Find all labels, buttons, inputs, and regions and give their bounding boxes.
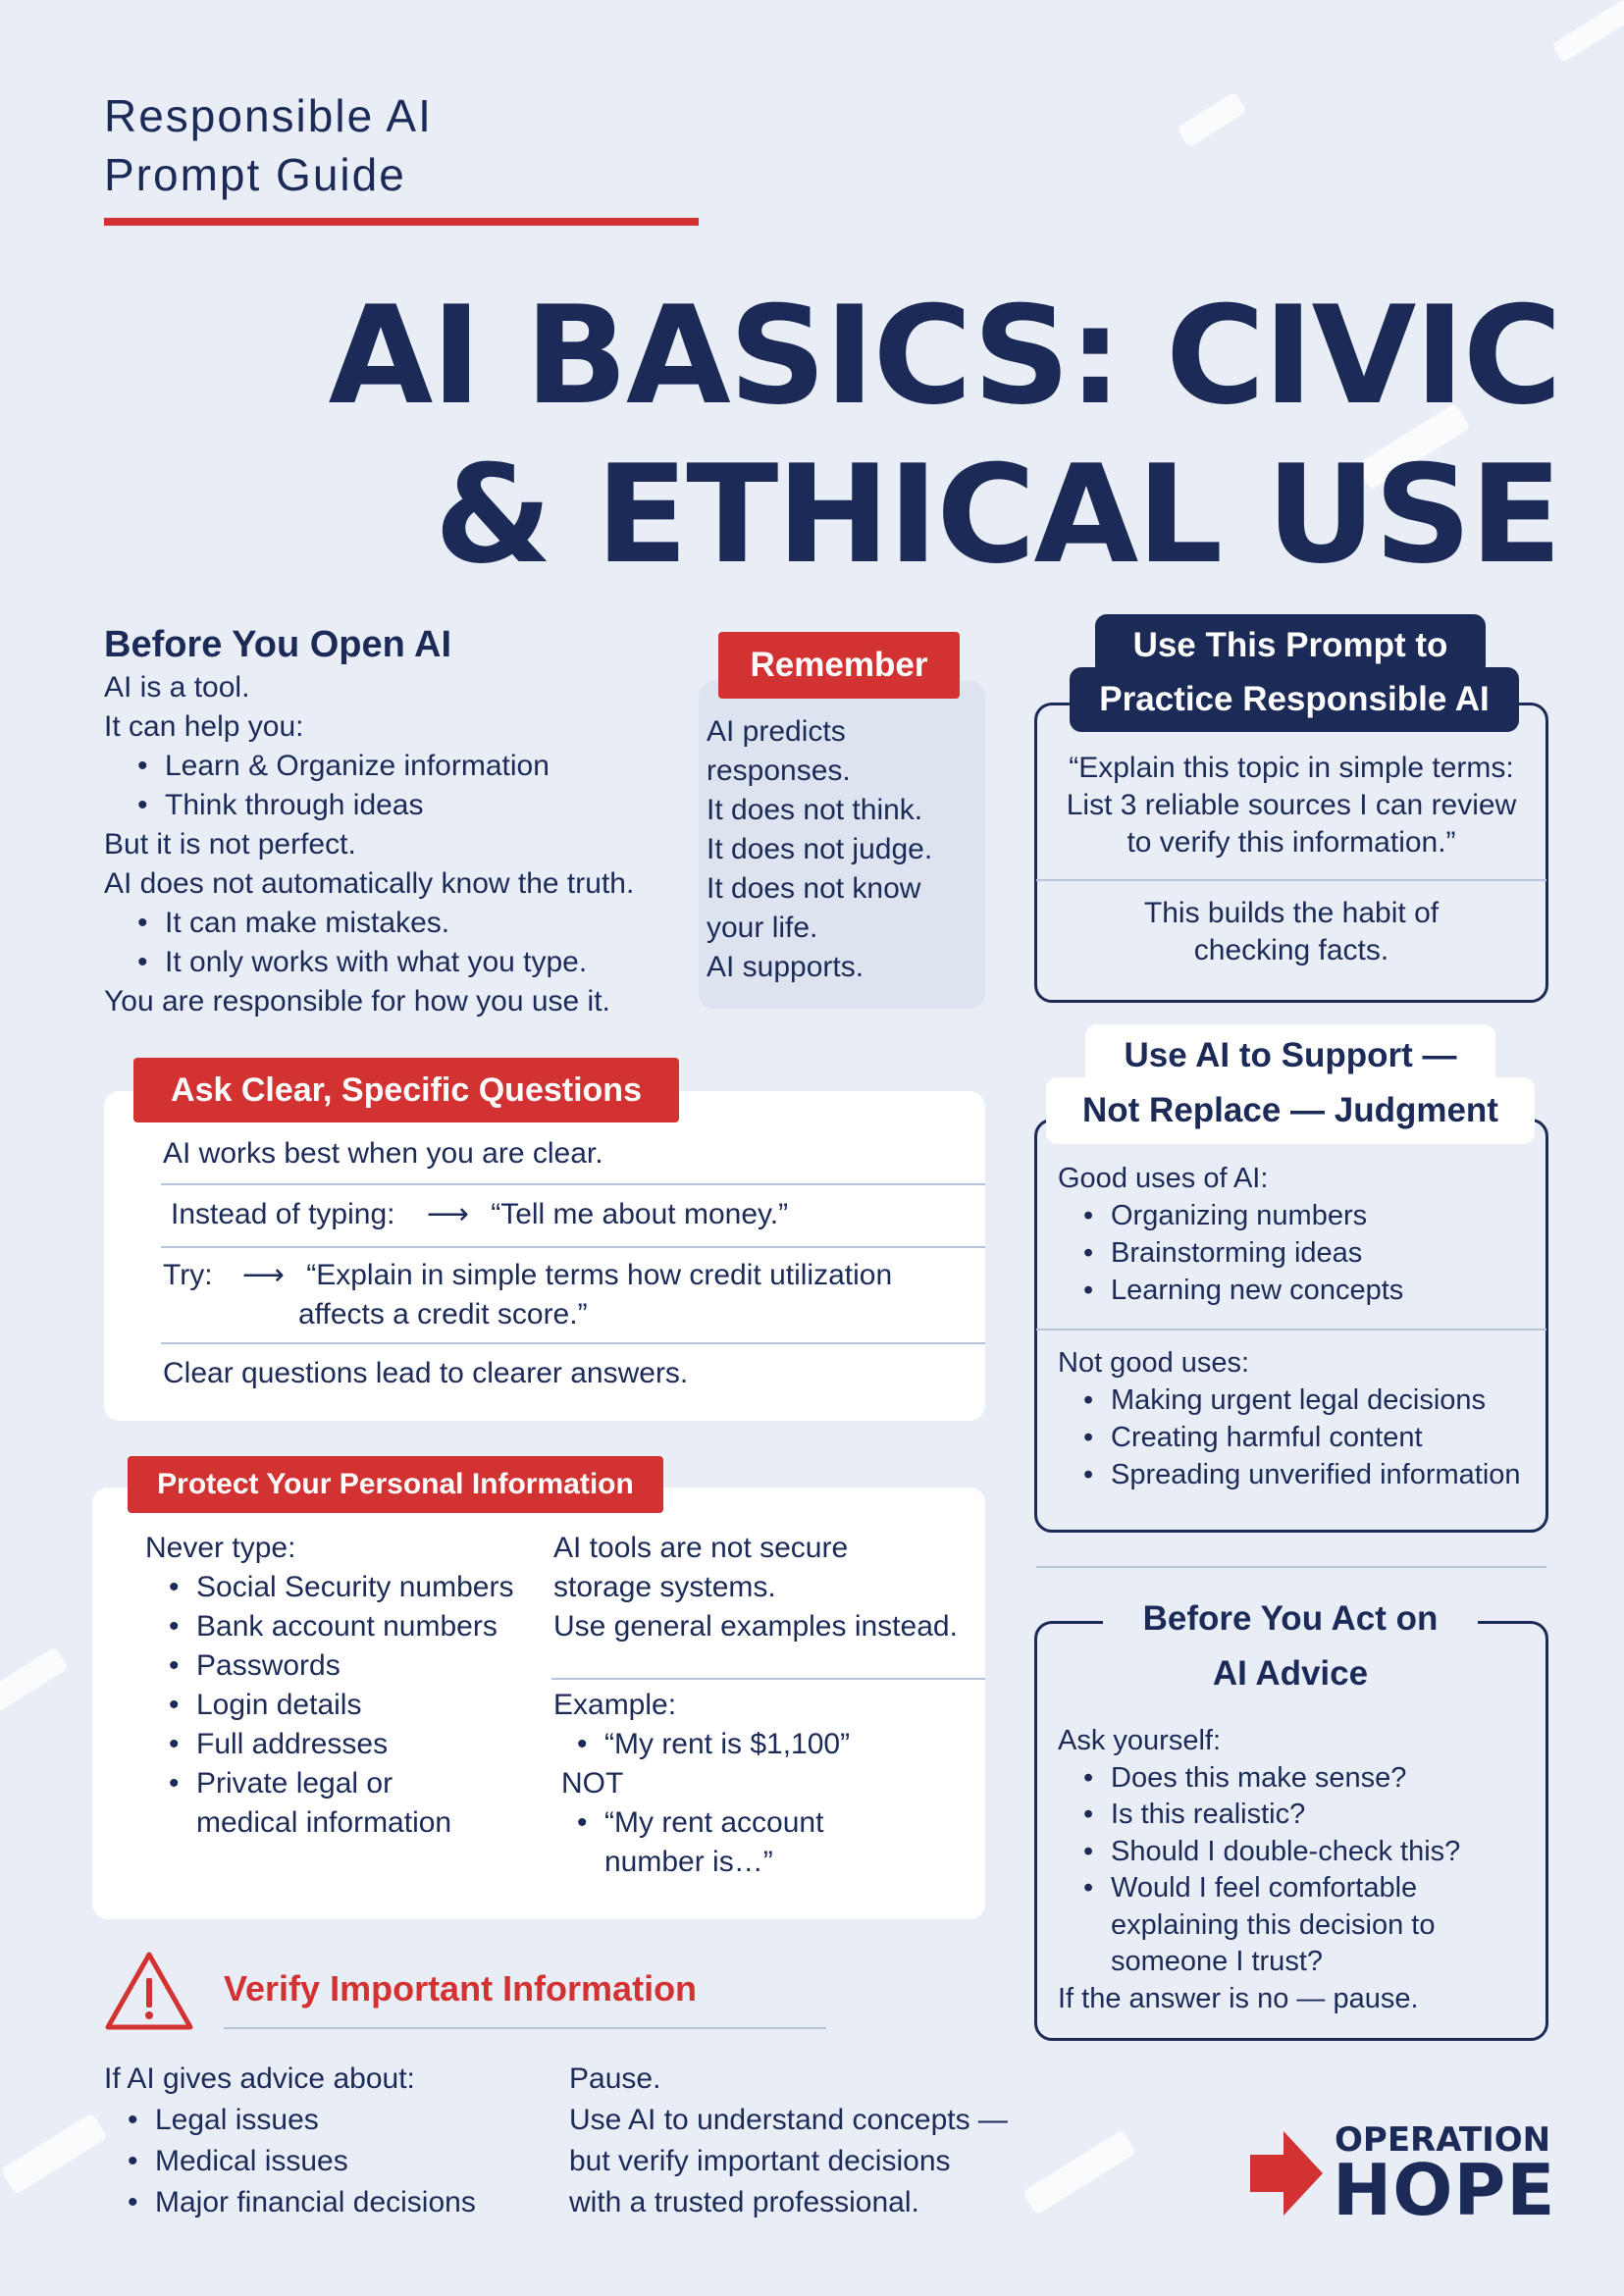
page-title-line1: AI BASICS: CIVIC	[328, 277, 1560, 435]
not-good-uses	[1058, 1344, 1548, 1493]
habit-line: This builds the habit of	[1143, 897, 1440, 929]
verify-right	[569, 2059, 1060, 2223]
before-line: It can help you:	[104, 710, 304, 743]
verify-intro: If AI gives advice about:	[104, 2062, 415, 2095]
try-example-line1: “Explain in simple terms how credit utilization	[306, 1259, 893, 1291]
list-item: • Bank account numbers	[157, 1607, 538, 1646]
remember-label: Remember	[718, 632, 960, 699]
never-type-column	[145, 1529, 538, 1843]
logo-word-operation: OPERATION	[1335, 2120, 1551, 2160]
list-item: • Social Security numbers	[157, 1568, 538, 1607]
guide-title	[104, 86, 433, 204]
ask-clear-closing: Clear questions lead to clearer answers.	[163, 1357, 689, 1389]
support-tab-bottom	[1046, 1077, 1535, 1144]
verify-right-line: but verify important decisions	[569, 2145, 951, 2177]
list-item: • It only works with what you type.	[126, 943, 703, 982]
quote-line: to verify this information.”	[1126, 826, 1456, 859]
decor-streak	[0, 1646, 69, 1715]
list-item: • “My rent account number is…”	[565, 1803, 850, 1882]
list-item: • Major financial decisions	[116, 2182, 555, 2223]
divider	[161, 1183, 985, 1185]
list-item: • Organizing numbers	[1072, 1197, 1539, 1234]
verify-right-line: Pause.	[569, 2062, 661, 2095]
arrow-right-icon: ⟶	[241, 1259, 285, 1291]
list-item: • Should I double-check this?	[1072, 1834, 1539, 1871]
list-item: • It can make mistakes.	[126, 904, 703, 943]
list-item: • Learn & Organize information	[126, 747, 703, 786]
before-line: AI is a tool.	[104, 671, 250, 704]
help-list	[104, 747, 703, 825]
example-block	[553, 1686, 966, 1882]
good-uses-label: Good uses of AI:	[1058, 1163, 1269, 1194]
divider	[1036, 1329, 1546, 1331]
before-you-open-body	[104, 668, 703, 1021]
never-type-label: Never type:	[145, 1532, 296, 1564]
list-item: • Think through ideas	[126, 786, 703, 825]
list-item: • Medical issues	[116, 2141, 555, 2182]
list-item: • Login details	[157, 1686, 538, 1725]
before-line: But it is not perfect.	[104, 828, 356, 861]
remember-line: your life.	[707, 912, 818, 944]
example-good-list	[553, 1725, 966, 1764]
divider	[1036, 1566, 1546, 1568]
decor-streak	[1551, 0, 1624, 63]
verify-underline	[224, 2027, 826, 2029]
list-item: • Private legal or medical information	[157, 1764, 491, 1843]
list-item: • Learning new concepts	[1072, 1272, 1539, 1309]
limits-list	[104, 904, 703, 982]
decor-streak	[1177, 91, 1247, 147]
act-body	[1058, 1723, 1539, 2017]
instead-label: Instead of typing:	[171, 1198, 395, 1230]
before-you-open-section	[104, 624, 703, 1021]
list-item: • Full addresses	[157, 1725, 538, 1764]
protect-label: Protect Your Personal Information	[128, 1456, 663, 1513]
try-row	[163, 1256, 977, 1295]
prompt-quote	[1036, 750, 1546, 861]
divider	[161, 1342, 985, 1344]
ask-clear-label: Ask Clear, Specific Questions	[133, 1058, 679, 1122]
example-label: Example:	[553, 1689, 677, 1721]
remember-line: responses.	[707, 755, 851, 787]
operation-hope-logo	[1250, 2119, 1556, 2231]
remember-line: AI predicts	[707, 715, 846, 748]
not-good-uses-list	[1058, 1382, 1548, 1493]
before-line: AI does not automatically know the truth.	[104, 867, 635, 900]
guide-title-line2: Prompt Guide	[104, 149, 406, 200]
page-title	[294, 277, 1560, 595]
instead-example: “Tell me about money.”	[491, 1198, 789, 1230]
page-title-line2: & ETHICAL USE	[434, 436, 1560, 594]
guide-title-rule	[104, 218, 699, 226]
arrow-right-icon: ⟶	[426, 1198, 469, 1230]
list-item: • Legal issues	[116, 2100, 555, 2141]
not-good-uses-label: Not good uses:	[1058, 1347, 1250, 1379]
quote-line: “Explain this topic in simple terms:	[1069, 752, 1514, 784]
secure-line: Use general examples instead.	[553, 1610, 958, 1643]
ask-clear-intro: AI works best when you are clear.	[163, 1137, 603, 1170]
list-item: • Does this make sense?	[1072, 1760, 1539, 1798]
verify-heading: Verify Important Information	[224, 1968, 698, 2009]
good-uses-list	[1058, 1197, 1539, 1309]
try-example-line2: affects a credit score.”	[298, 1298, 588, 1331]
prompt-tab-line1: Use This Prompt to	[1132, 626, 1448, 664]
warning-triangle-icon	[102, 1949, 196, 2033]
quote-line: List 3 reliable sources I can review	[1066, 789, 1517, 821]
verify-right-line: Use AI to understand concepts —	[569, 2104, 1008, 2136]
verify-list	[104, 2100, 555, 2223]
secure-note	[553, 1529, 975, 1646]
list-item: • Passwords	[157, 1646, 538, 1686]
logo-word-hope: HOPE	[1333, 2149, 1556, 2231]
ask-yourself-list	[1058, 1760, 1539, 1981]
list-item: • Creating harmful content	[1072, 1419, 1548, 1456]
remember-line: AI supports.	[707, 951, 864, 983]
secure-line: AI tools are not secure	[553, 1532, 849, 1564]
act-tab-line2: AI Advice	[1212, 1654, 1369, 1693]
verify-right-line: with a trusted professional.	[569, 2186, 919, 2218]
list-item: • Brainstorming ideas	[1072, 1234, 1539, 1272]
list-item: • Making urgent legal decisions	[1072, 1382, 1548, 1419]
decor-streak	[0, 2113, 107, 2195]
before-closing: You are responsible for how you use it.	[104, 985, 610, 1018]
list-item: • Is this realistic?	[1072, 1797, 1539, 1834]
good-uses	[1058, 1160, 1539, 1309]
prompt-tab-bottom	[1070, 667, 1519, 732]
list-item: • Would I feel comfortable explaining this decision to someone I trust?	[1072, 1870, 1464, 1981]
secure-line: storage systems.	[553, 1571, 776, 1603]
example-bad-list	[553, 1803, 966, 1882]
prompt-habit	[1036, 895, 1546, 969]
never-type-list	[145, 1568, 538, 1843]
divider	[551, 1678, 985, 1680]
list-item: • Spreading unverified information	[1072, 1456, 1548, 1493]
support-tab-line1: Use AI to Support —	[1124, 1036, 1457, 1074]
remember-line: It does not know	[707, 872, 921, 905]
remember-line: It does not judge.	[707, 833, 933, 865]
logo-arrow-icon	[1250, 2129, 1325, 2218]
before-you-open-heading: Before You Open AI	[104, 624, 452, 665]
divider	[161, 1246, 985, 1248]
list-item: • “My rent is $1,100”	[565, 1725, 966, 1764]
try-label: Try:	[163, 1259, 213, 1291]
instead-row	[171, 1195, 975, 1234]
act-tab	[1103, 1592, 1478, 1701]
support-tab-line2: Not Replace — Judgment	[1082, 1091, 1498, 1129]
divider	[1036, 879, 1546, 881]
remember-text	[707, 712, 981, 987]
verify-left	[104, 2059, 555, 2223]
prompt-tab-line2: Practice Responsible AI	[1099, 680, 1490, 718]
act-tab-line1: Before You Act on	[1142, 1599, 1439, 1638]
guide-title-line1: Responsible AI	[104, 90, 433, 141]
not-label: NOT	[561, 1767, 624, 1800]
ask-yourself-label: Ask yourself:	[1058, 1725, 1221, 1756]
habit-line: checking facts.	[1193, 934, 1389, 966]
remember-line: It does not think.	[707, 794, 923, 826]
act-closing: If the answer is no — pause.	[1058, 1982, 1419, 2014]
